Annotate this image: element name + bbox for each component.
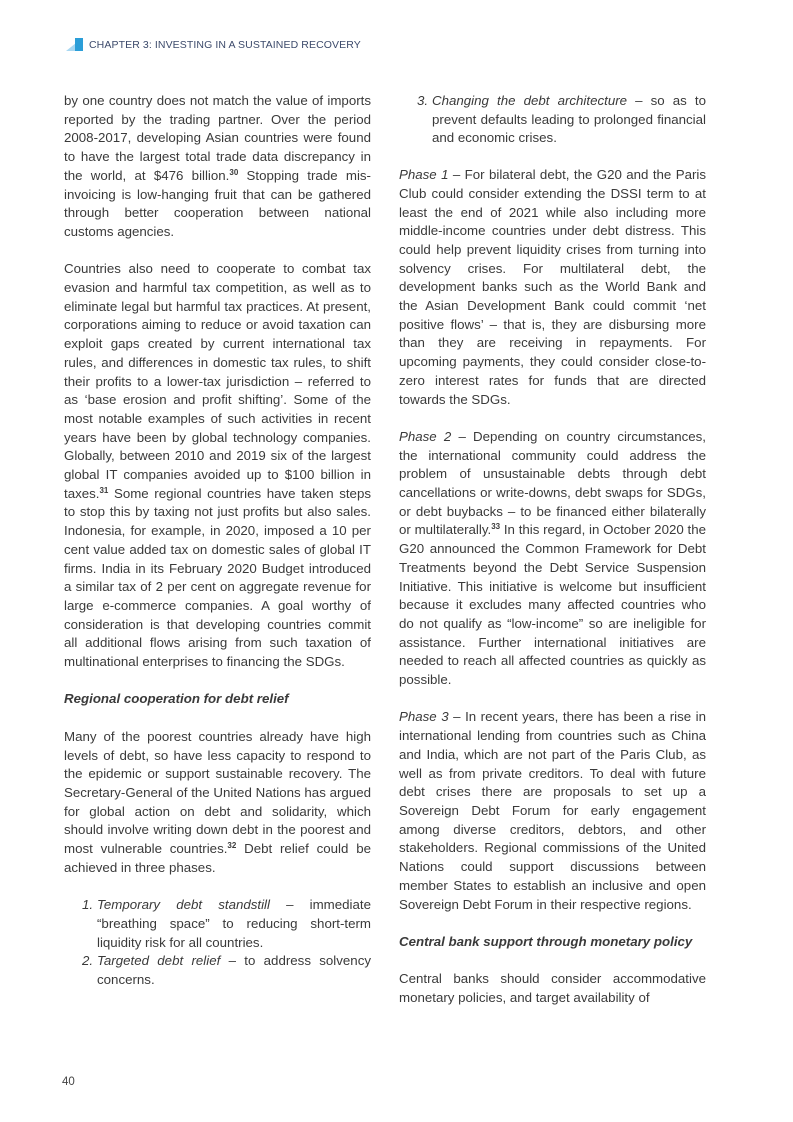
text-run: Some regional countries have taken steps to stop this by taxing not just profits but also sales. Indonesia, for example, in 2020, imposed a 10 per cent value added tax on domestic sales of global IT firms. India in its February 2020 Budget introduced a similar tax of 2 per cent on aggregate revenue for large e-commerce companies. A goal worthy of consideration is that developing countries commit all additional flows arising from such taxation of multinational enterprises to financing the SDGs. <box>64 485 371 670</box>
chapter-header <box>66 38 361 51</box>
list-text <box>97 896 371 952</box>
paragraph <box>64 728 371 878</box>
footnote-ref[interactable]: 30 <box>229 167 239 177</box>
text-run: – Depending on country circumstances, the international community could address the problem of unsustainable debts through debt cancellations or write-downs, debt swaps for SDGs, or debt buybacks – to be financed either bilaterally or multilaterally. <box>399 428 706 538</box>
text-run: Changing the debt architecture <box>432 93 628 108</box>
paragraph <box>64 260 371 671</box>
list-text <box>97 952 371 989</box>
footnote-ref[interactable]: 32 <box>227 841 237 851</box>
text-run: – For bilateral debt, the G20 and the Paris Club could consider extending the DSSI term to at least the end of 2021 while also including more middle-income countries under debt distress. This could help prevent liquidity crises from turning into solvency crises. For multilateral debt, the development banks such as the World Bank and the Asian Development Bank could commit ‘net positive flows’ – that is, they are disbursing more than they are receiving in repayments. For upcoming payments, they could consider close-to-zero interest rates for funds that are directed towards the SDGs. <box>399 167 706 407</box>
chapter-logo-icon <box>66 38 83 51</box>
text-run: Stopping trade mis-invoicing is low-hanging fruit that can be gathered through better cooperation between national customs agencies. <box>64 167 371 239</box>
text-run: – so as to prevent defaults leading to prolonged financial and economic crises. <box>432 93 706 146</box>
text-run: In this regard, in October 2020 the G20 announced the Common Framework for Debt Treatments beyond the Debt Service Suspension Initiative. This initiative is welcome but insufficient because it excludes many affected countries who do not qualify as “low-income” so are ineligible for assistance. Further international initiatives are needed to reach all affected countries as quickly as possible. <box>399 522 706 688</box>
text-run: Phase 3 <box>399 709 449 725</box>
text-run: – to address solvency concerns. <box>97 953 371 987</box>
text-run: Targeted debt relief <box>97 953 221 969</box>
list-number: 2. <box>82 953 94 969</box>
chapter-title: CHAPTER 3: INVESTING IN A SUSTAINED RECOVERY <box>89 38 361 51</box>
paragraph <box>399 166 706 409</box>
text-run: Countries also need to cooperate to combat tax evasion and harmful tax competition, as well as to eliminate legal but harmful tax practices. At present, corporations aiming to reduce or avoid taxation can exploit gaps created by current international tax rules, and differences in domestic tax rules, to shift their profits to a lower-tax jurisdiction – referred to as ‘base erosion and profit shifting’. Some of the most notable examples of such activities in recent years have been by global technology companies. Globally, between 2010 and 2019 six of the largest global IT companies avoided up to $100 billion in taxes. <box>64 261 371 501</box>
text-run: – In recent years, there has been a rise in international lending from countries such as China and India, which are not part of the Paris Club, as well as from private creditors. To deal with future debt crises there are proposals to set up a Sovereign Debt Forum for early engagement among diverse creditors, debtors, and other stakeholders. Regional commissions of the United Nations could support discussions between member States to establish an inclusive and open Sovereign Debt Forum in their respective regions. <box>399 709 706 912</box>
text-run: Phase 2 <box>399 428 452 444</box>
text-run: Many of the poorest countries already have high levels of debt, so have less capacity to respond to the epidemic or support sustainable recovery. The Secretary-General of the United Nations has argued for global action on debt and solidarity, which should involve writing down debt in the poorest and most vulnerable countries. <box>64 728 371 857</box>
section-heading <box>399 933 706 952</box>
footnote-ref[interactable]: 33 <box>491 522 501 532</box>
list-text <box>432 92 706 148</box>
paragraph <box>399 428 706 690</box>
list-number: 3. <box>417 93 429 108</box>
text-run: – immediate “breathing space” to reducing short-term liquidity risk for all countries. <box>97 897 371 950</box>
text-run: Central banks should consider accommodative monetary policies, and target availability of <box>399 971 706 1005</box>
paragraph <box>399 970 706 1007</box>
text-run: Phase 1 <box>399 167 449 183</box>
list-item <box>417 92 706 148</box>
list-item <box>82 896 371 952</box>
list-item <box>82 952 371 989</box>
text-run: Debt relief could be achieved in three phases. <box>64 841 371 875</box>
footnote-ref[interactable]: 31 <box>99 485 109 495</box>
numbered-list <box>64 896 371 990</box>
text-run: Temporary debt standstill <box>97 897 270 913</box>
section-heading <box>64 690 371 709</box>
paragraph <box>399 708 706 914</box>
page-number: 40 <box>62 1076 75 1088</box>
text-run: Central bank support through monetary policy <box>399 933 693 949</box>
paragraph <box>64 92 371 242</box>
numbered-list <box>399 92 706 148</box>
list-number: 1. <box>82 897 94 913</box>
text-run: by one country does not match the value of imports reported by the trading partner. Over the period 2008-2017, developing Asian countries were found to have the largest total trade data discrepancy in the world, at $476 billion. <box>64 93 371 183</box>
left-column <box>64 92 371 1008</box>
text-run: Regional cooperation for debt relief <box>64 691 289 707</box>
right-column <box>399 92 706 1026</box>
